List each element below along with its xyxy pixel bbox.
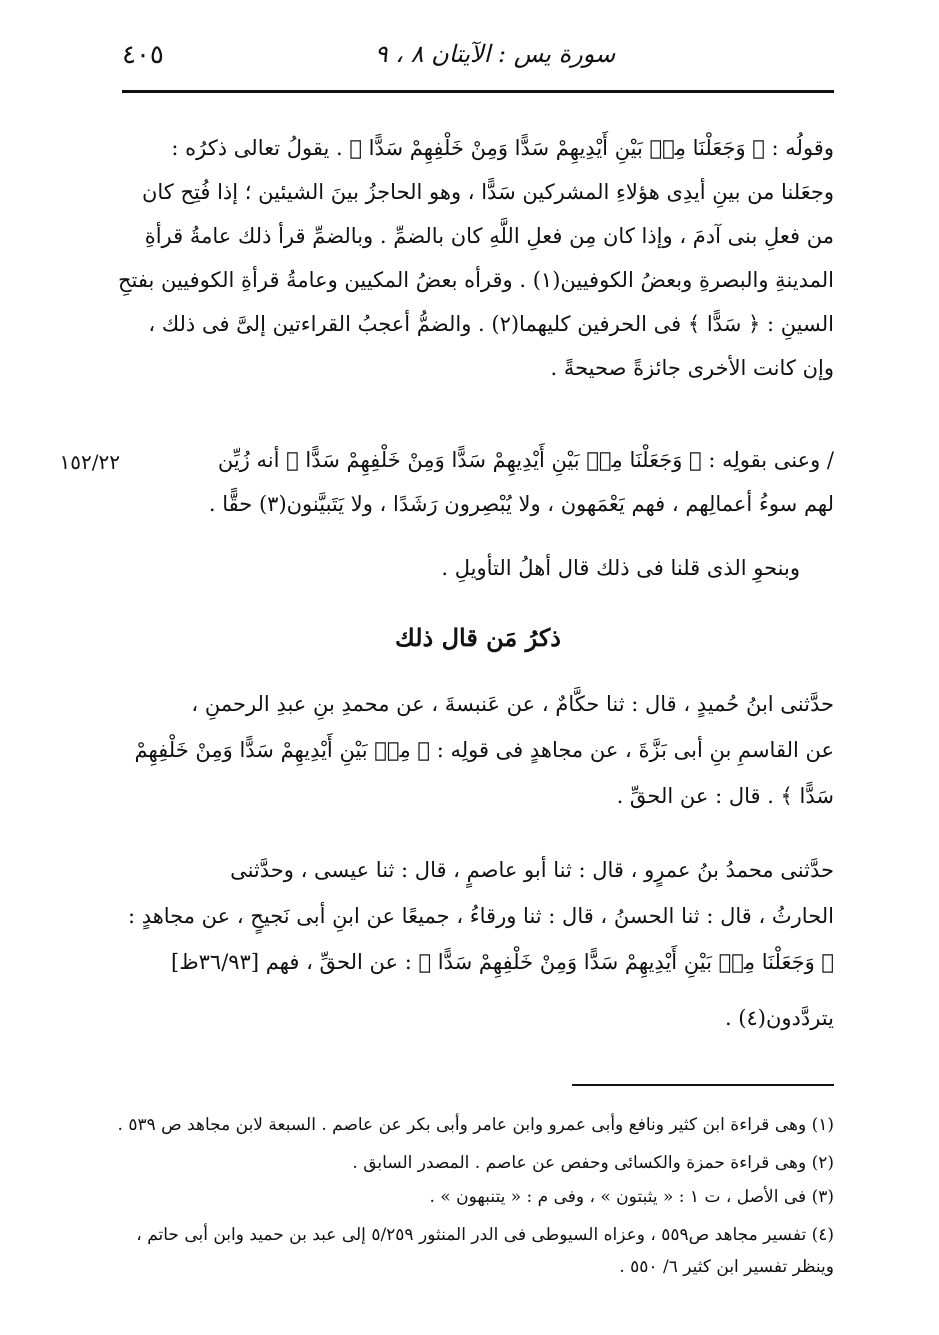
footnote: (٣) فى الأصل ، ت ١ : « يثبتون » ، وفى م : « يتنبهون » . [429,1187,834,1207]
text-line: سَدًّا ﴾ . قال : عن الحقِّ . [616,784,834,808]
text-line: حدَّثنى ابنُ حُميدٍ ، قال : ثنا حكَّامٌ ، عن عَنبسةَ ، عن محمدِ بنِ عبدِ الرحمنِ ، [191,692,834,716]
text-line: ﴿ وَجَعَلْنَا مِنۢ بَيْنِ أَيْدِيهِمْ سَدًّا وَمِنْ خَلْفِهِمْ سَدًّا ﴾ : عن الحقِّ ، فهم [٣٦/٩٣ظ] [171,950,834,974]
margin-reference: ١٥٢/٢٢ [59,450,120,474]
footnote: (٤) تفسير مجاهد ص٥٥٩ ، وعزاه السيوطى فى الدر المنثور ٥/٢٥٩ إلى عبد بن حميد وابن أبى حاتم ، [136,1225,834,1245]
footnote: وينظر تفسير ابن كثير ٦/ ٥٥٠ . [619,1257,834,1277]
text-line: لهم سوءُ أعمالِهم ، فهم يَعْمَهون ، ولا يُبْصِرون رَشَدًا ، ولا يَتَبيَّنون(٣) حقًّا . [208,492,834,516]
text-line: وبنحوِ الذى قلنا فى ذلك قال أهلُ التأويلِ . [441,556,800,580]
text-line: وقولُه : ﴿ وَجَعَلْنَا مِنۢ بَيْنِ أَيْدِيهِمْ سَدًّا وَمِنْ خَلْفِهِمْ سَدًّا ﴾ . يقولُ تعالى ذكرُه : [171,136,834,160]
footnote: (٢) وهى قراءة حمزة والكسائى وحفص عن عاصم . المصدر السابق . [352,1153,834,1173]
footnote: (١) وهى قراءة ابن كثير ونافع وأبى عمرو وابن عامر وأبى بكر عن عاصم . السبعة لابن مجاهد ص ٥٣٩ . [117,1115,834,1135]
text-line: الحارثُ ، قال : ثنا الحسنُ ، قال : ثنا ورقاءُ ، جميعًا عن ابنِ أبى نَجيحٍ ، عن مجاهدٍ : [127,904,834,928]
text-line: وإن كانت الأخرى جائزةً صحيحةً . [550,356,834,380]
text-line: يتردَّدون(٤) . [724,1006,834,1030]
text-line: من فعلِ بنى آدمَ ، وإذا كان مِن فعلِ اللَّهِ كان بالضمِّ . وبالضمِّ قرأ ذلك عامةُ قرأةِ [144,224,834,248]
text-line: حدَّثنى محمدُ بنُ عمرٍو ، قال : ثنا أبو عاصمٍ ، قال : ثنا عيسى ، وحدَّثنى [230,858,834,882]
text-line: وجعَلنا من بينِ أيدِى هؤلاءِ المشركين سَدًّا ، وهو الحاجزُ بينَ الشيئين ؛ إذا فُتِح كان [141,180,834,204]
running-header: سورة يس : الآيتان ٨ ، ٩ [374,40,616,68]
footnote-separator [572,1084,834,1086]
text-line: السينِ : ﴿ سَدًّا ﴾ فى الحرفين كليهما(٢) . والضمُّ أعجبُ القراءتين إلىَّ فى ذلك ، [148,312,834,336]
text-line: المدينةِ والبصرةِ وبعضُ الكوفيين(١) . وقرأه بعضُ المكيين وعامةُ قرأةِ الكوفيين بفتحِ [117,268,834,292]
text-line: عن القاسمِ بنِ أبى بَزَّةَ ، عن مجاهدٍ فى قولِه : ﴿ مِنۢ بَيْنِ أَيْدِيهِمْ سَدًّا وَمِنْ خَلْفِهِمْ [134,738,834,762]
header-rule [122,90,834,93]
text-line: / وعنى بقولِه : ﴿ وَجَعَلْنَا مِنۢ بَيْنِ أَيْدِيهِمْ سَدًّا وَمِنْ خَلْفِهِمْ سَدًّا ﴾ أنه زُيِّن [217,448,834,472]
page-number: ٤٠٥ [122,40,164,70]
section-heading: ذكرُ مَن قال ذلك [395,623,561,652]
